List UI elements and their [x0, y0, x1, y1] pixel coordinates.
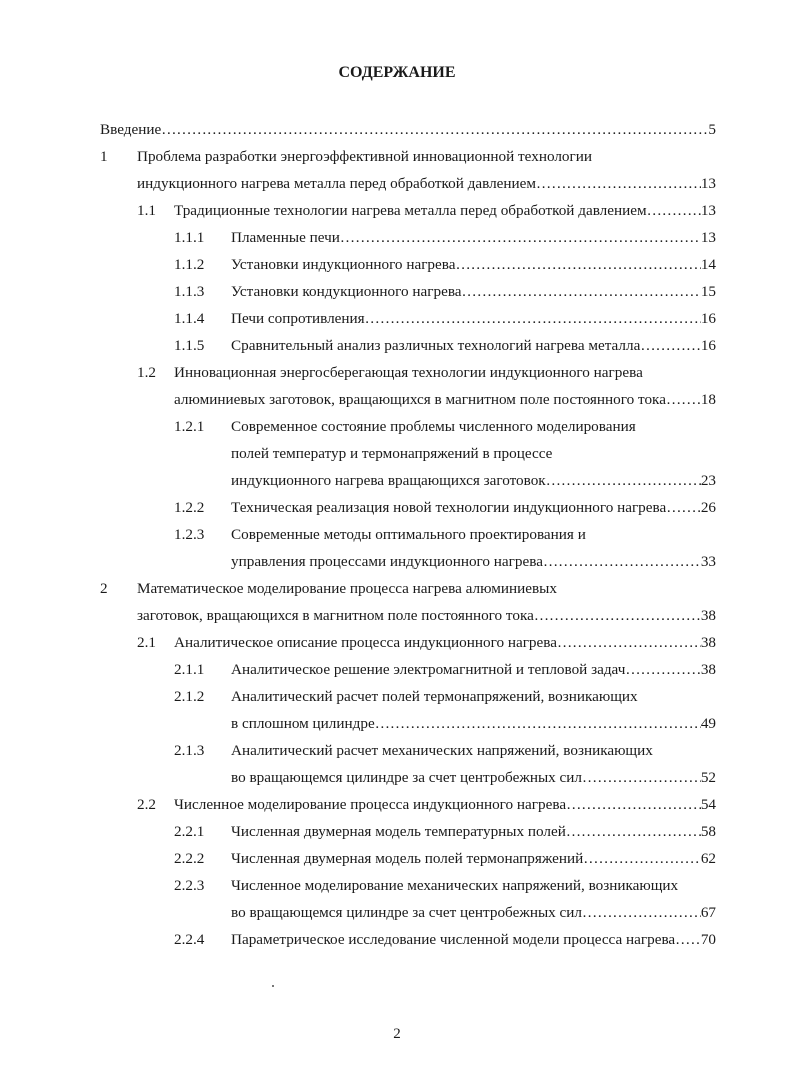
toc-entry-line — [0, 467, 794, 494]
toc-entry-title: Численная двумерная модель полей термонапряжений — [231, 850, 584, 867]
toc-entry-line — [0, 440, 794, 467]
toc-entry-page: 16 — [700, 310, 716, 327]
toc-entry-page: 18 — [700, 391, 716, 408]
toc-entry-page: 49 — [700, 715, 716, 732]
toc-entry-line — [0, 251, 794, 278]
toc-entry-page: 70 — [700, 931, 716, 948]
dot-leader — [582, 764, 701, 791]
toc-entry-page: 15 — [700, 283, 716, 300]
toc-entry-line — [0, 224, 794, 251]
toc-entry-title: Численное моделирование механических напряжений, возникающих — [231, 877, 679, 894]
scan-speck — [272, 985, 274, 987]
toc-entry-title: Аналитический расчет механических напряжений, возникающих — [231, 742, 653, 759]
toc-entry-number: 1.1 — [137, 202, 156, 219]
dot-leader — [340, 224, 701, 251]
toc-entry-number: 2.1.1 — [174, 661, 205, 678]
toc-entry-page: 23 — [700, 472, 716, 489]
toc-entry-line — [0, 629, 794, 656]
toc-entry-title: в сплошном цилиндре — [231, 715, 375, 732]
page-number: 2 — [393, 1026, 401, 1042]
toc-entry-line — [0, 332, 794, 359]
page-title: СОДЕРЖАНИЕ — [338, 64, 456, 81]
toc-entry-title: Инновационная энергосберегающая технологии индукционного нагрева — [174, 364, 643, 381]
toc-entry-line — [0, 764, 794, 791]
toc-entry-page: 67 — [700, 904, 716, 921]
toc-entry-title: во вращающемся цилиндре за счет центробежных сил — [231, 904, 582, 921]
toc-entry-title: Введение — [100, 121, 162, 138]
toc-entry-title: Традиционные технологии нагрева металла перед обработкой давлением — [174, 202, 647, 219]
toc-entry-number: 1.1.4 — [174, 310, 205, 327]
toc-entry-number: 1.1.3 — [174, 283, 205, 300]
toc-entry-line — [0, 575, 794, 602]
toc-entry-number: 2.1.2 — [174, 688, 205, 705]
dot-leader — [625, 656, 700, 683]
toc-entry-title: Численная двумерная модель температурных полей — [231, 823, 566, 840]
toc-entry-title: алюминиевых заготовок, вращающихся в магнитном поле постоянного тока — [174, 391, 666, 408]
toc-entry-title: Аналитическое решение электромагнитной и тепловой задач — [231, 661, 626, 678]
dot-leader — [536, 170, 701, 197]
toc-entry-line — [0, 359, 794, 386]
toc-entry-line — [0, 845, 794, 872]
dot-leader — [566, 791, 701, 818]
toc-entry-number: 1.2 — [137, 364, 156, 381]
toc-entry-title: Современные методы оптимального проектирования и — [231, 526, 586, 543]
toc-entry-line — [0, 494, 794, 521]
toc-entry-page: 13 — [700, 175, 716, 192]
toc-entry-line — [0, 278, 794, 305]
toc-entry-number: 2.1.3 — [174, 742, 205, 759]
toc-entry-title: полей температур и термонапряжений в процессе — [231, 445, 553, 462]
toc-entry-number: 2.2.4 — [174, 931, 205, 948]
toc-entry-line — [0, 521, 794, 548]
dot-leader — [666, 386, 701, 413]
toc-entry-title: заготовок, вращающихся в магнитном поле постоянного тока — [137, 607, 534, 624]
dot-leader — [583, 845, 701, 872]
toc-entry-page: 38 — [700, 607, 716, 624]
toc-entry-number: 1 — [100, 148, 108, 165]
toc-entry-number: 1.2.3 — [174, 526, 205, 543]
toc-entry-title: Современное состояние проблемы численного моделирования — [231, 418, 636, 435]
toc-entry-title: Математическое моделирование процесса нагрева алюминиевых — [137, 580, 557, 597]
dot-leader — [375, 710, 701, 737]
dot-leader — [365, 305, 701, 332]
toc-entry-line — [0, 683, 794, 710]
toc-entry-number: 1.2.2 — [174, 499, 205, 516]
toc-entry-number: 2.2.3 — [174, 877, 205, 894]
toc-entry-line — [0, 602, 794, 629]
toc-entry-page: 62 — [700, 850, 716, 867]
dot-leader — [582, 899, 701, 926]
toc-entry-title: во вращающемся цилиндре за счет центробежных сил — [231, 769, 582, 786]
toc-entry-title: Установки кондукционного нагрева — [231, 283, 462, 300]
dot-leader — [534, 602, 701, 629]
toc-entry-title: Численное моделирование процесса индукционного нагрева — [174, 796, 567, 813]
toc-entry-number: 1.1.1 — [174, 229, 205, 246]
toc-entry-title: управления процессами индукционного нагрева — [231, 553, 543, 570]
toc-entry-number: 1.1.5 — [174, 337, 205, 354]
toc-entry-line — [0, 737, 794, 764]
toc-entry-number: 2.2.1 — [174, 823, 205, 840]
toc-entry-line — [0, 872, 794, 899]
toc-entry-line — [0, 386, 794, 413]
toc-entry-title: Сравнительный анализ различных технологий нагрева металла — [231, 337, 641, 354]
toc-entry-page: 38 — [700, 634, 716, 651]
toc-entry-title: Печи сопротивления — [231, 310, 365, 327]
toc-entry-line — [0, 116, 794, 143]
toc-entry-number: 2.1 — [137, 634, 156, 651]
dot-leader — [557, 629, 701, 656]
toc-entry-page: 5 — [708, 121, 716, 138]
toc-entry-number: 2 — [100, 580, 108, 597]
toc-entry-line — [0, 170, 794, 197]
toc-entry-line — [0, 656, 794, 683]
toc-entry-title: Аналитическое описание процесса индукционного нагрева — [174, 634, 557, 651]
toc-entry-title: Аналитический расчет полей термонапряжений, возникающих — [231, 688, 638, 705]
toc-entry-page: 38 — [700, 661, 716, 678]
toc-entry-page: 52 — [700, 769, 716, 786]
toc-entry-line — [0, 818, 794, 845]
dot-leader — [640, 332, 700, 359]
toc-entry-page: 58 — [700, 823, 716, 840]
toc-entry-line — [0, 305, 794, 332]
toc-entry-line — [0, 413, 794, 440]
toc-entry-title: Техническая реализация новой технологии индукционного нагрева — [231, 499, 667, 516]
table-of-contents — [0, 116, 794, 953]
toc-entry-title: индукционного нагрева вращающихся заготовок — [231, 472, 546, 489]
dot-leader — [462, 278, 701, 305]
dot-leader — [675, 926, 701, 953]
toc-entry-title: Пламенные печи — [231, 229, 340, 246]
dot-leader — [566, 818, 701, 845]
dot-leader — [666, 494, 701, 521]
toc-entry-page: 13 — [700, 229, 716, 246]
toc-entry-line — [0, 791, 794, 818]
toc-entry-number: 2.2.2 — [174, 850, 205, 867]
dot-leader — [546, 467, 701, 494]
toc-entry-line — [0, 548, 794, 575]
toc-entry-line — [0, 710, 794, 737]
toc-entry-page: 14 — [700, 256, 716, 273]
toc-entry-number: 1.2.1 — [174, 418, 205, 435]
toc-entry-title: Параметрическое исследование численной модели процесса нагрева — [231, 931, 676, 948]
toc-entry-page: 33 — [700, 553, 716, 570]
toc-entry-page: 26 — [700, 499, 716, 516]
dot-leader — [455, 251, 700, 278]
toc-entry-line — [0, 197, 794, 224]
dot-leader — [161, 116, 708, 143]
toc-entry-number: 1.1.2 — [174, 256, 205, 273]
dot-leader — [543, 548, 701, 575]
dot-leader — [647, 197, 701, 224]
toc-entry-page: 13 — [700, 202, 716, 219]
toc-entry-title: Установки индукционного нагрева — [231, 256, 456, 273]
toc-entry-line — [0, 143, 794, 170]
toc-entry-page: 54 — [700, 796, 716, 813]
toc-entry-page: 16 — [700, 337, 716, 354]
toc-entry-line — [0, 899, 794, 926]
toc-entry-line — [0, 926, 794, 953]
toc-entry-title: индукционного нагрева металла перед обработкой давлением — [137, 175, 537, 192]
toc-entry-title: Проблема разработки энергоэффективной инновационной технологии — [137, 148, 592, 165]
toc-entry-number: 2.2 — [137, 796, 156, 813]
